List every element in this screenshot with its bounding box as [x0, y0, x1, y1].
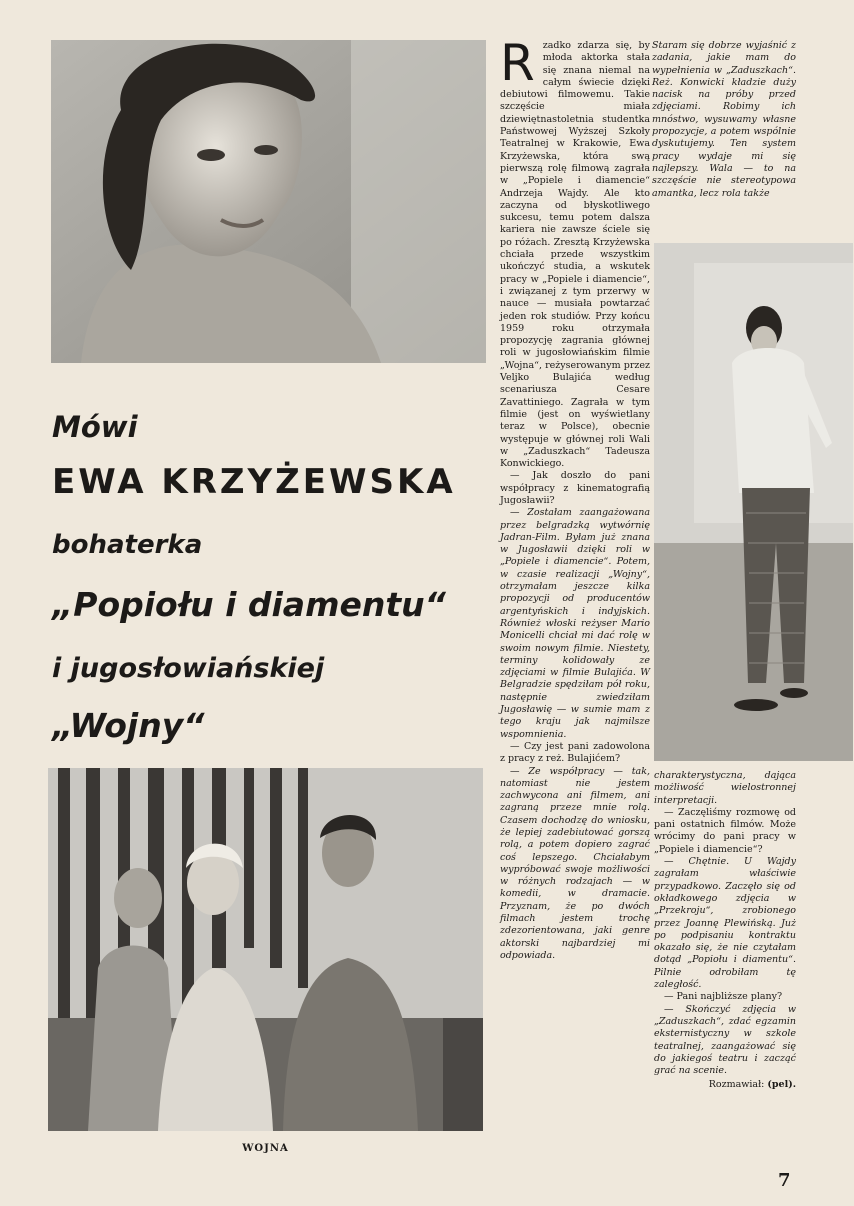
headline-name: EWA KRZYŻEWSKA [52, 462, 456, 502]
headline-wojny: „Wojny“ [52, 706, 205, 745]
question-1: — Jak doszło do pani współpracy z kinematografią Jugosławii? [500, 470, 650, 506]
article-lead: Rzadko zdarza się, by młoda aktorka stała się znana niemal na całym świecie dzięki debiutowi filmowemu. Takie szczęście miała dziewiętnastoletnia studentka Państwowej Wyższej Szkoły Teatralnej w Krakowie, Ewa Krzyżewska, która swą pierwszą rolę filmową zagrała w „Popiele i diamencie“ Andrzeja Wajdy. Ale kto zaczyna od błyskotliwego sukcesu, temu potem dalsza kariera nie zawsze ściele się po różach. Zresztą Krzyżewska chciała przede wszystkim ukończyć studia, a wskutek pracy w „Popiele i diamencie“, i związanej z tym przerwy w nauce — musiała powtarzać jeden rok studiów. Przy końcu 1959 roku otrzymała propozycję zagrania głównej roli w jugosłowiańskim filmie „Wojna“, reżyserowanym przez Veljko Bulajića według scenariusza Cesare Zavattiniego. Zagrała w tym filmie (jest on wyświetlany teraz w Polsce), obecnie występuje w głównej roli Wali w „Zaduszkach“ Tadeusza Konwickiego. [500, 34, 650, 470]
article-column-3 [654, 770, 796, 1092]
answer-4: — Skończyć zdjęcia w „Zaduszkach“, zdać egzamin eksternistyczny w szkole teatralnej, zaangażować się do jakiegoś teatru i zacząć grać na scenie. [654, 1003, 796, 1077]
answer-2: — Ze współpracy — tak, natomiast nie jestem zachwycona ani filmem, ani zagraną przeze mnie rolą. Czasem dochodzę do wniosku, że lepiej zadebiutować gorszą rolą, a potem dopiero zagrać coś lepszego. Chciałabym wypróbować swoje możliwości w różnych rodzajach — w komedii, w dramacie. Przyznam, że po dwóch filmach jestem trochę zdezorientowana, jaki genre aktorski najbardziej mi odpowiada. [500, 765, 650, 961]
answer-1: — Zostałam zaangażowana przez belgradzką wytwórnię Jadran-Film. Byłam już znana w Jugosławii dzięki roli w „Popiele i diamencie“. Potem, w czasie realizacji „Wojny“, otrzymałam jeszcze kilka propozycji od producentów argentyńskich i indyjskich. Również włoski reżyser Mario Monicelli chciał mi dać rolę w swoim nowym filmie. Niestety, terminy kolidowały ze zdjęciami w filmie Bulajića. W Belgradzie spędziłam pół roku, następnie zwiedziłam Jugosławię — w sumie mam z tego kraju jak najmilsze wspomnienia. [500, 507, 650, 740]
standing-woman-photo [654, 243, 853, 761]
photo-caption: WOJNA [242, 1143, 289, 1154]
signature-name: (pel). [767, 1079, 796, 1091]
headline-bohaterka: bohaterka [52, 530, 203, 560]
headline-jugoslowianskiej: i jugosłowiańskiej [52, 653, 325, 684]
portrait-photo [51, 40, 486, 363]
page-number: 7 [778, 1170, 791, 1191]
question-4: — Pani najbliższe plany? [664, 991, 783, 1003]
headline-mowi: Mówi [52, 410, 138, 444]
film-still-photo [48, 768, 483, 1131]
headline-popiol: „Popiołu i diamentu“ [52, 585, 446, 624]
question-3: — Zaczęliśmy rozmowę od pani ostatnich filmów. Może wrócimy do pani pracy w „Popiele i diamencie“? [654, 806, 796, 855]
answer-3: — Chętnie. U Wajdy zagrałam właściwie przypadkowo. Zaczęło się od okładkowego zdjęcia w „Przekroju“, zrobionego przez Joannę Plewińską. Już po podpisaniu kontraktu okazało się, że nie czytałam dotąd „Popiołu i diamentu“. Pilnie odrobiłam tę zaległość. [654, 856, 796, 991]
answer-2-end: charakterystyczna, dająca możliwość wielostronnej interpretacji. [654, 770, 796, 806]
signature [654, 1079, 796, 1091]
article-column-1 [500, 34, 650, 962]
signature-label: Rozmawiał: [708, 1079, 765, 1091]
answer-2-continued: Staram się dobrze wyjaśnić z zadania, jakie mam do wypełnienia w „Zaduszkach“. Reż. Konwicki kładzie duży nacisk na próby przed zdjęciami. Robimy ich mnóstwo, wysuwamy własne propozycje, a potem wspólnie dyskutujemy. Ten system pracy wydaje mi się najlepszy. Wala — to na szczęście nie stereotypowa amantka, lecz rola także [652, 40, 796, 199]
article-column-2 [652, 40, 796, 200]
drop-cap: R [500, 34, 535, 92]
question-2: — Czy jest pani zadowolona z pracy z reż. Bulajićem? [500, 740, 650, 765]
